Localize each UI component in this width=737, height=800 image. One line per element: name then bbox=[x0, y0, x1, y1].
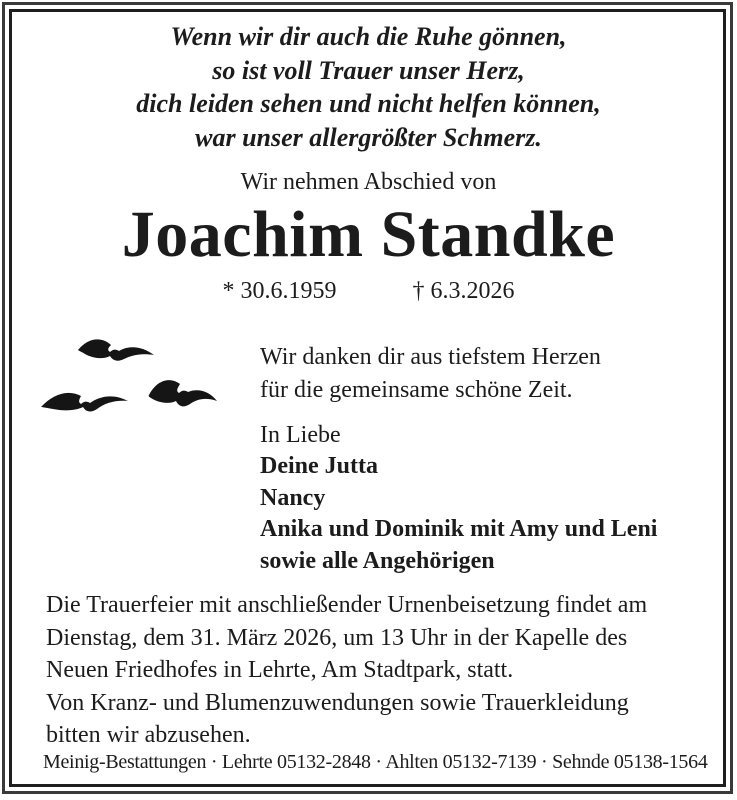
thanks-line: Wir danken dir aus tiefstem Herzen bbox=[260, 344, 601, 370]
funeral-line: Von Kranz- und Blumenzuwendungen sowie Trauerkleidung bbox=[46, 689, 629, 716]
mourner: sowie alle Angehörigen bbox=[260, 547, 495, 574]
farewell-intro: Wir nehmen Abschied von bbox=[240, 169, 497, 195]
deceased-name: Joachim Standke bbox=[121, 198, 616, 271]
poem-line: dich leiden sehen und nicht helfen können, bbox=[136, 89, 601, 118]
memorial-poem bbox=[0, 20, 737, 154]
funeral-line: Die Trauerfeier mit anschließender Urnenbeisetzung findet am bbox=[46, 592, 648, 618]
birth-date: * 30.6.1959 bbox=[222, 278, 337, 304]
funeral-details bbox=[46, 589, 647, 752]
mourner: Anika und Dominik mit Amy und Leni bbox=[260, 516, 658, 542]
funeral-line: bitten wir abzusehen. bbox=[46, 722, 251, 749]
family-message bbox=[260, 341, 657, 577]
poem-line: so ist voll Trauer unser Herz, bbox=[212, 55, 525, 85]
mourner: Deine Jutta bbox=[260, 453, 378, 479]
life-dates bbox=[0, 278, 737, 305]
poem-line: war unser allergrößter Schmerz. bbox=[195, 122, 542, 152]
mourners-list bbox=[260, 451, 657, 577]
death-date: † 6.3.2026 bbox=[412, 278, 515, 304]
mourner: Nancy bbox=[260, 484, 326, 511]
funeral-line: Neuen Friedhofes in Lehrte, Am Stadtpark, statt. bbox=[46, 657, 514, 684]
thanks-line: für die gemeinsame schöne Zeit. bbox=[260, 377, 573, 403]
flying-birds-icon bbox=[38, 334, 223, 426]
closing-phrase: In Liebe bbox=[260, 422, 341, 448]
poem-line: Wenn wir dir auch die Ruhe gönnen, bbox=[170, 22, 567, 51]
funeral-line: Dienstag, dem 31. März 2026, um 13 Uhr in der Kapelle des bbox=[46, 624, 628, 651]
funeral-home-contact: Meinig-Bestattungen · Lehrte 05132-2848 · Ahlten 05132-7139 · Sehnde 05138-1564 bbox=[43, 751, 708, 773]
